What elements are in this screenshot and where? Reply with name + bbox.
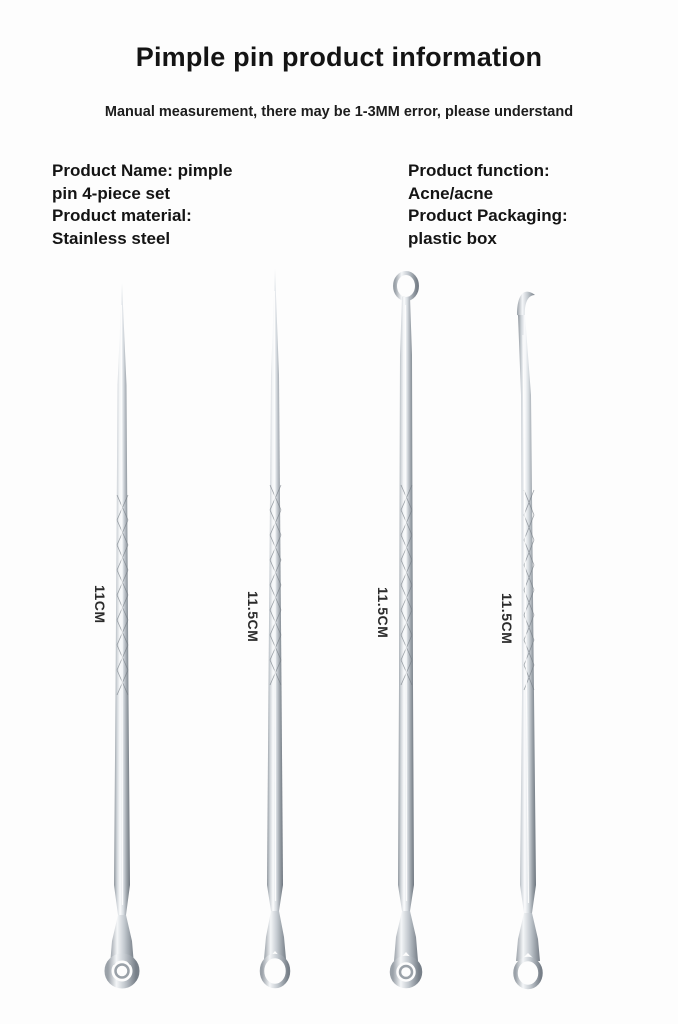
tool-1-length-label: 11CM — [92, 585, 108, 624]
spec-right-line-4: plastic box — [408, 228, 497, 248]
tool-4-curved-loop — [497, 265, 561, 1005]
tool-photo-group — [0, 265, 678, 1005]
spec-left-line-1: Product Name: pimple — [52, 161, 233, 180]
spec-column-right — [408, 160, 658, 250]
spec-left-line-2: pin 4-piece set — [52, 183, 171, 203]
spec-right-line-3: Product Packaging: — [408, 206, 568, 226]
spec-left-line-4: Stainless steel — [52, 228, 171, 248]
tool-1-needle-loop — [92, 265, 152, 1005]
page-title: Pimple pin product information — [135, 42, 543, 72]
tool-3-length-label: 11.5CM — [375, 587, 391, 639]
tool-3-loop-loop — [375, 265, 435, 1005]
spec-column-left — [52, 160, 352, 250]
tool-2-length-label: 11.5CM — [245, 591, 261, 643]
spec-right-line-1: Product function: — [408, 161, 550, 180]
tool-2-needle-loop — [245, 265, 305, 1005]
tool-1-graphic — [92, 265, 152, 1005]
measurement-note: Manual measurement, there may be 1-3MM error, please understand — [104, 104, 574, 120]
spec-left-line-3: Product material: — [52, 206, 192, 226]
spec-right-line-2: Acne/acne — [408, 183, 494, 203]
tool-4-length-label: 11.5CM — [499, 593, 515, 645]
